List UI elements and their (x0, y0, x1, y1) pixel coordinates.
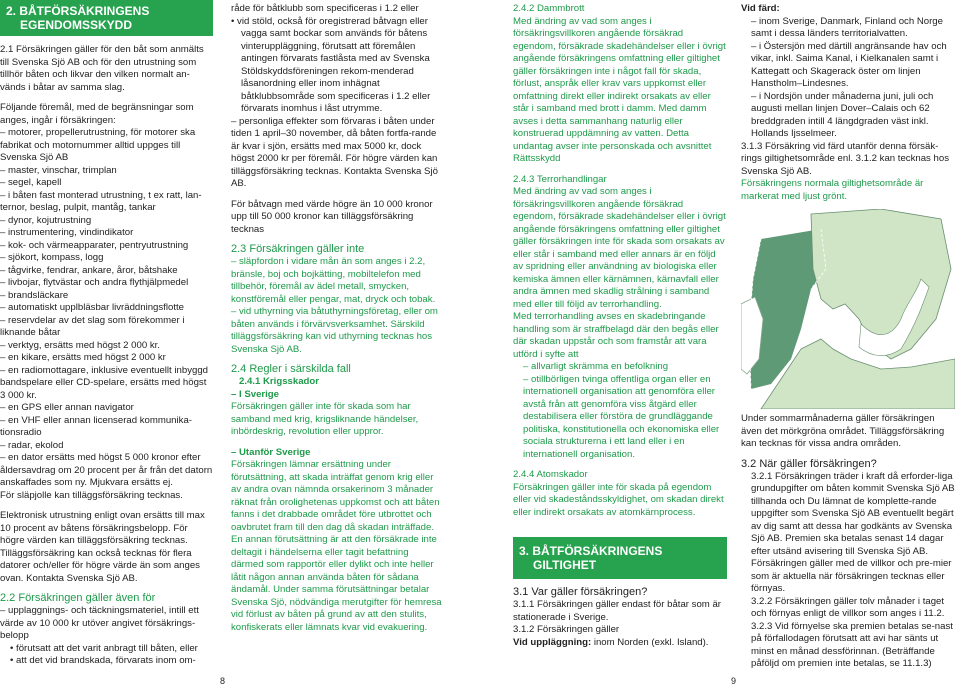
item-list-entry: – instrumentering, vindindikator (0, 227, 134, 238)
intro-paragraph: Följande föremål, med de begränsningar som anges, ingår i försäkringen: (0, 102, 194, 126)
fard-item: – i Nordsjön under månaderna juni, juli och augusti mellan linjen Dover–Calais och 62 breddgraden intill 4 längdgraden väst inkl. Hollands Ijsselmeer. (751, 90, 934, 139)
section-2-heading: 2. BÅTFÖRSÄKRINGENS EGENDOMSSKYDD (0, 0, 213, 36)
heading-3-2: 3.2 När gäller försäkringen? (741, 457, 877, 470)
item-list-entry: – automatiskt upplbläsbar livräddningsflotte (0, 302, 184, 313)
item-list (0, 127, 213, 490)
terror-item: – otillbörligen tvinga offentliga organ eller en internationell organisation att genomföra eller avstå från att genomföra viss åtgärd eller destabilisera eller förstöra de grundläggande politiska, konstitutionella och ekonomiska eller sociala strukturerna i ett land eller i en internationell organisation. (523, 373, 720, 460)
bullet-item: • att det vid brandskada, förvarats inom om- (10, 655, 196, 666)
item-list-entry: – en radiomottagare, inklusive eventuellt inbyggd bandspelare eller CD-spelare, ersätts med högst 3 000 kr. (0, 364, 208, 401)
heading-2-4-4: 2.4.4 Atomskador (513, 469, 588, 480)
continuation-text: råde för båtklubb som specificeras i 1.2 eller (231, 3, 419, 14)
heading-2-4-1: 2.4.1 Krigsskador (239, 376, 319, 387)
item-list-entry: – i båten fast monterad utrustning, t ex ratt, lan-ternor, beslag, pulpit, mantåg, tankar (0, 189, 202, 213)
fard-item: – i Östersjön med därtill angränsande hav och vikar, inkl. Saima Kanal, i Kielkanalen samt i Kattegatt och Skagerack öster om linjen Hanstholm–Lindesnes. (751, 40, 947, 89)
paragraph-3-2-1: 3.2.1 Försäkringen träder i kraft då erforder-liga grundupgifter om båten kommit Svenska Sjö AB tillhanda och Du lämnat de komplette-rande uppgifter som Svenska Sjö AB eventuellt begärt av dig samt att dessa har godkänts av Svenska Sjö AB. Premien ska betalas senast 14 dagar efter utsänd avisering till Svenska Sjö AB. Försäkringen gäller med de villkor och pre-mier som är aktuella när försäkringen tecknas eller förnyas. (751, 470, 955, 594)
heading-2-4-2: 2.4.2 Dammbrott (513, 3, 585, 14)
column-2 (231, 0, 443, 634)
paragraph-2-4-1b: Försäkringen lämnar ersättning under förutsättning, att skada inträffat genom krig eller av andra ovan nämnda orsakerinom 3 månader räknat från orolighetenas uppkomst och att båten fanns i det drabbade området före utbrottet och oavbrutet fram till den dag då skadan inträffade. En annan förutsättning är att den försäkrade inte deltagit i händelserna eller tagit befattning därmed som rapportör eller dylikt och inte heller låtit någon annan använda båten för sådana ändamål. Under samma förutsättningar betalar Svenska Sjö, nödvändiga merutgifter för hemresa vid förlust av båten på grund av att den stulits, konfiskerats eller lämnats kvar vid evakuering. (231, 459, 442, 633)
paragraph-2-4-3a: Med ändring av vad som anges i försäkringsvillkoren angående försäkrad egendom, försäkrade skadehändelser eller i övrigt angående försäkringens omfattning eller giltighet gäller försäkringen inte för skada som orsakats av eller står i samband med eller annars är en följd av spridning eller användning av biologiska eller kemiska ämnen eller kärnämnen, kärnavfall eller andra ämnen med skadlig strålning i samband med eller till följd av terrorhandling. (513, 186, 726, 310)
paragraph-3-1-3: 3.1.3 Försäkring vid färd utanför denna försäk-rings giltighetsområde enl. 3.1.2 kan tecknas hos Svenska Sjö AB. (741, 140, 949, 177)
vid-fard-label: Vid färd: (741, 3, 780, 14)
paragraph-3-2-2: 3.2.2 Försäkringen gäller tolv månader i taget och förnyas enligt de villkor som anges i 11.2. (751, 595, 945, 619)
item-list-entry: – master, vinschar, trimplan (0, 164, 117, 176)
paragraph-2-3b: – vid uthyrning via båtuthyrningsföretag, eller om båten används i förvärvsverksamhet. Särskild tilläggsförsäkring kan vid uthyrning tecknas hos Svenska Sjö AB. (231, 306, 438, 355)
item-list-entry: – en kikare, ersätts med högst 2 000 kr (0, 352, 166, 363)
item-list-entry: – livbojar, flytvästar och andra flythjälpmedel (0, 277, 189, 288)
paragraph-3-1-3-green: Försäkringens normala giltighetsområde är markerat med ljust grönt. (741, 178, 924, 202)
section-3-heading: 3. BÅTFÖRSÄKRINGENS GILTIGHET (513, 537, 727, 579)
paragraph-2-1: 2.1 Försäkringen gäller för den båt som anmälts till Svenska Sjö AB och för den utrustning som tillhör båten och likvar den vilken normalt an-vänds i båtar av samma slag. (0, 44, 204, 93)
page-number-right: 9 (731, 676, 737, 686)
paragraph-2-2a: – upplaggnings- och täckningsmateriel, intill ett värde av 10 000 kr utöver angivet försäkrings-belopp (0, 605, 199, 641)
paragraph-2-4-1a: Försäkringen gäller inte för skada som har samband med krig, krigsliknande händelser, inbördeskrig, revolution eller uppror. (231, 401, 419, 437)
item-list-entry: – en VHF eller annan licenserad kommunika-tionsradio (0, 414, 192, 438)
personliga-text: – personliga effekter som förvaras i båten under tiden 1 april–30 november, då båten fortfa-rande är kvar i sjön, ersätts med max 5000 kr, dock högst 2000 kr per föremål. För högre värden kan tilläggsförsäkring tecknas. Kontakta Svenska Sjö AB. (231, 115, 438, 189)
batvagn-text: För båtvagn med värde högre än 10 000 kronor upp till 50 000 kronor kan tilläggsförsäkring tecknas (231, 198, 433, 235)
bullet-item: • vid stöld, också för oregistrerad båtvagn eller vagga samt bockar som används för båtens vinteruppläggning, förutsatt att föremålen antingen förvarats fastlåsta med av Svenska Stöldskyddsföreningen rekom-menderad låsanordning eller inom inhägnat båtklubbsområde som specificeras i 1.2 eller förvarats inomhus i låst utrymme. (231, 15, 431, 114)
paragraph-2-3a: – släpfordon i vidare mån än som anges i 2.2, bränsle, boj och bojkätting, mobiltelefon med tillbehör, föremål av ädel metall, smycken, konstföremål eller pengar, mat, dryck och tobak. (231, 256, 436, 305)
item-list-entry: – kok- och värmeapparater, pentryutrustning (0, 239, 189, 251)
heading-2-4-3: 2.4.3 Terrorhandlingar (513, 173, 607, 185)
column-1 (0, 0, 213, 668)
i-sverige-label: – I Sverige (231, 388, 279, 400)
paragraph-3-1-2: 3.1.2 Försäkringen gäller (513, 624, 620, 635)
terror-item: – allvarligt skrämma en befolkning (523, 361, 669, 372)
item-list-entry: – sjökort, kompass, logg (0, 252, 104, 263)
paragraph-2-4-4: Försäkringen gäller inte för skada på egendom eller vid skadeståndsskyldighet, om skadan direkt eller indirekt orsakats av atomkärnprocess. (513, 481, 724, 518)
heading-2-3: 2.3 Försäkringen gäller inte (231, 243, 365, 255)
utanfor-sverige-label: – Utanför Sverige (231, 446, 311, 458)
item-list-entry: – dynor, kojutrustning (0, 214, 92, 226)
column-3 (513, 0, 727, 649)
paragraph-2-4-2: Med ändring av vad som anges i försäkringsvillkoren angående försäkrad egendom, försäkrade skadehändelser eller i övrigt angående försäkringens omfattning eller giltighet gäller försäkringen inte i något fall för skada, förlust, anspråk eller krav vars uppkomst eller omfattning direkt eller indirekt orsakats av eller står i samband med brott i damm. Med damm avses i detta sammanhang naturlig eller konstruerad uppdämning av vatten. Detta undantag avser inte personskada och avsnittet Rättsskydd (513, 15, 726, 164)
paragraph-3-1-1: 3.1.1 Försäkringen gäller endast för båtar som är stationerade i Sverige. (513, 599, 721, 623)
map-caption: Under sommarmånaderna gäller försäkringen även det mörkgröna området. Tilläggsförsäkring kan tecknas för vissa andra områden. (741, 413, 945, 449)
elektronisk-text: Elektronisk utrustning enligt ovan ersätts till max 10 procent av båtens försäkringsbelopp. För högre värden kan tilläggsförsäkring tecknas. Tilläggsförsäkring kan också tecknas för flera datorer och/eller för högre värde än som anges ovan. Kontakta Svenska Sjö AB. (0, 510, 205, 584)
vid-upplaggning: Vid uppläggning: inom Norden (exkl. Island). (513, 636, 709, 648)
heading-2-4: 2.4 Regler i särskilda fall (231, 363, 351, 375)
column-4 (741, 0, 955, 671)
item-list-entry: – reservdelar av det slag som förekommer i liknande båtar (0, 314, 185, 338)
fard-item: – inom Sverige, Danmark, Finland och Norge samt i dessa länders territorialvatten. (751, 15, 943, 39)
item-list-entry: – en GPS eller annan navigator (0, 402, 134, 413)
slapjolle-text: För släpjolle kan tilläggsförsäkring tecknas. (0, 489, 183, 501)
item-list-entry: – motorer, propellerutrustning, för motorer ska fabrikat och motornummer alltid uppges till Svenska Sjö AB (0, 127, 196, 163)
item-list-entry: – brandsläckare (0, 289, 69, 301)
item-list-entry: – tågvirke, fendrar, ankare, åror, båtshake (0, 264, 178, 276)
heading-2-2: 2.2 Försäkringen gäller även för (0, 592, 156, 604)
paragraph-2-4-3b: Med terrorhandling avses en skadebringande handling som är straffbelagd där den begås eller där skadan uppstår och som framstår att vara utförd i syfte att (513, 311, 719, 360)
bullet-item: • förutsatt att det varit anbragt till båten, eller (10, 642, 198, 654)
page-number-left: 8 (220, 676, 226, 686)
item-list-entry: – verktyg, ersätts med högst 2 000 kr. (0, 339, 160, 351)
paragraph-3-2-3: 3.2.3 Vid förnyelse ska premien betalas se-nast på förfallodagen förutsatt att avi har sänts ut minst en månad dessförinnan. (Beträffande påföljd om premien inte betalas, se 11.1.3) (751, 620, 953, 669)
coverage-map (741, 209, 955, 409)
item-list-entry: – radar, ekolod (0, 439, 64, 451)
item-list-entry: – segel, kapell (0, 177, 62, 188)
item-list-entry: – en dator ersätts med högst 5 000 kronor efter åldersavdrag om 20 procent per år från det datorn anskaffades som ny. Mjukvara ersätts ej. (0, 452, 213, 488)
heading-3-1: 3.1 Var gäller försäkringen? (513, 586, 648, 598)
